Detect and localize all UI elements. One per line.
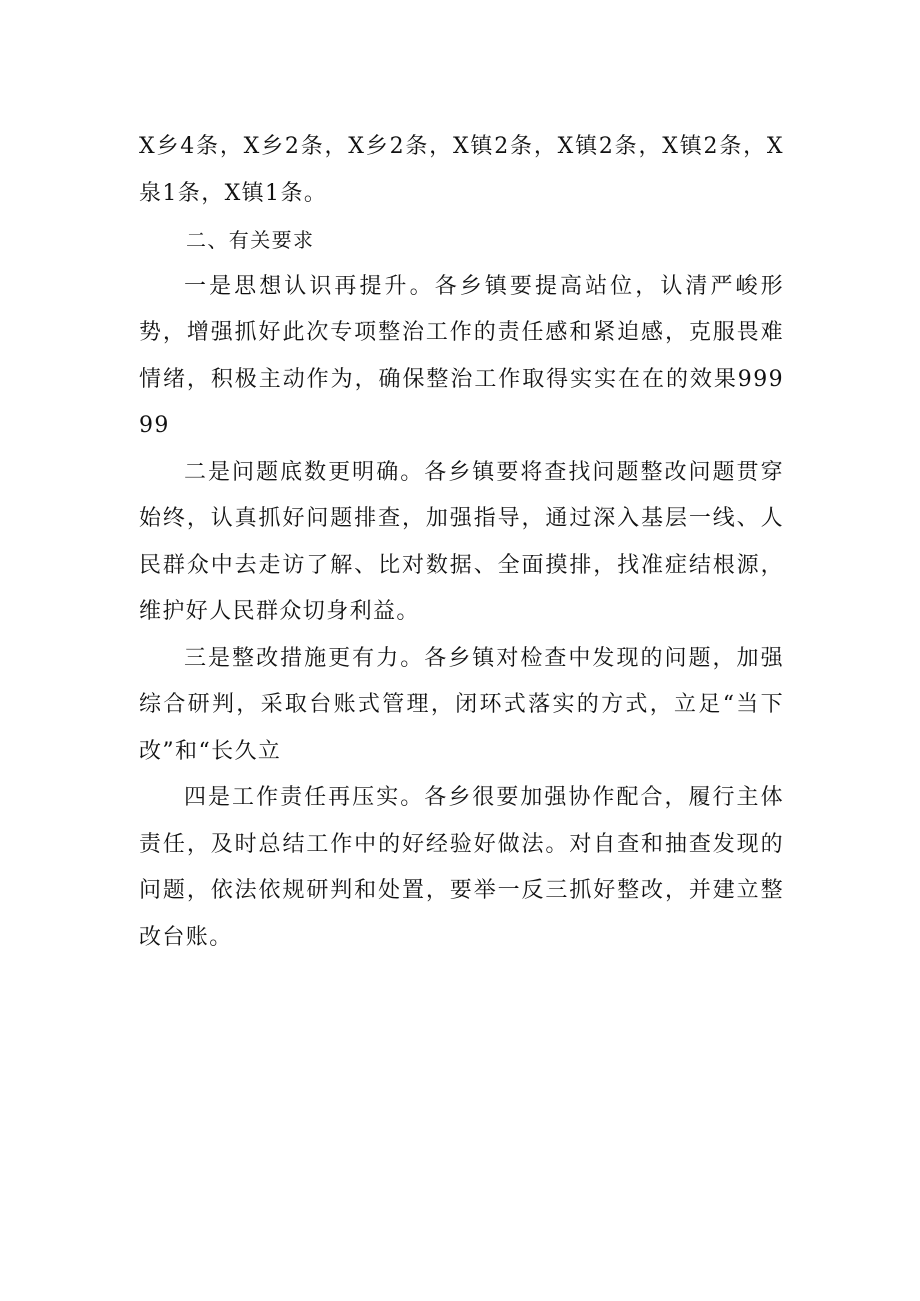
- opening-paragraph: X乡4条，X乡2条，X乡2条，X镇2条，X镇2条，X镇2条，X泉1条，X镇1条。: [139, 134, 784, 206]
- section-heading: 二、有关要求: [186, 228, 315, 252]
- paragraph-2: 二是问题底数更明确。各乡镇要将查找问题整改问题贯穿始终，认真抓好问题排查，加强指导，通过深入基层一线、人民群众中去走访了解、比对数据、全面摸排，找准症结根源，维护好人民群众切身利益。: [139, 459, 784, 624]
- paragraph-4: 四是工作责任再压实。各乡很要加强协作配合，履行主体责任，及时总结工作中的好经验好做法。对自查和抽查发现的问题，依法依规研判和处置，要举一反三抓好整改，并建立整改台账。: [139, 785, 784, 950]
- paragraph-3: 三是整改措施更有力。各乡镇对检查中发现的问题，加强综合研判，采取台账式管理，闭环式落实的方式，立足“当下改”和“长久立: [139, 645, 784, 764]
- document-body: [139, 124, 784, 961]
- paragraph-1: 一是思想认识再提升。各乡镇要提高站位，认清严峻形势，增强抓好此次专项整治工作的责任感和紧迫感，克服畏难情绪，积极主动作为，确保整治工作取得实实在在的效果99999: [139, 273, 784, 438]
